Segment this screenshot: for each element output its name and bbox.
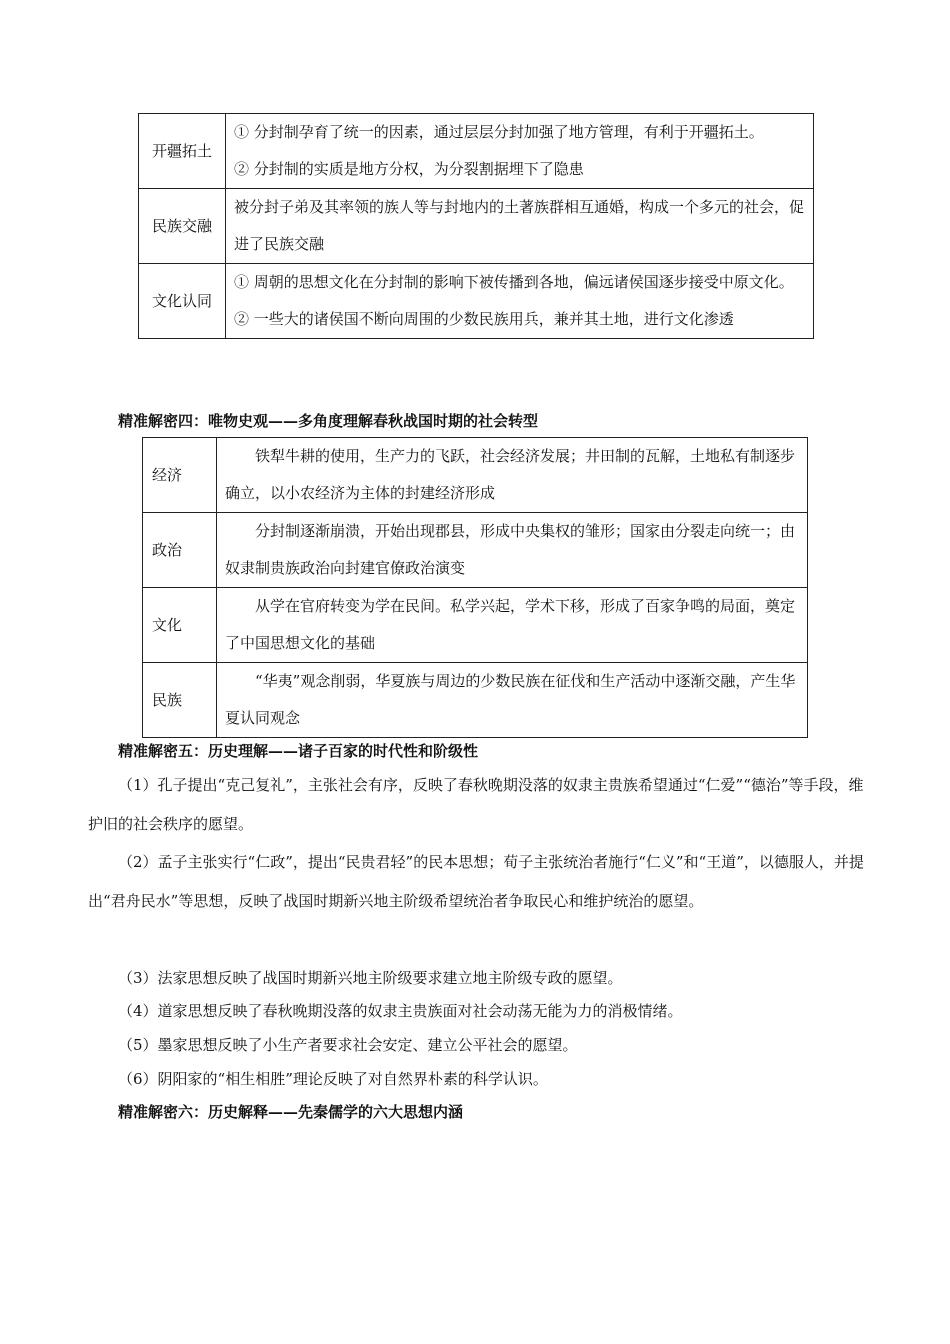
- table-row: [139, 264, 814, 339]
- fenfeng-influence-table: [138, 113, 814, 339]
- row-content: [217, 588, 808, 663]
- content-line: ② 分封制的实质是地方分权，为分裂割据埋下了隐患: [234, 160, 584, 178]
- content-text: 从学在官府转变为学在民间。私学兴起，学术下移，形成了百家争鸣的局面，奠定了中国思想文化的基础: [225, 597, 796, 652]
- section-heading: 精准解密六：历史解释——先秦儒学的六大思想内涵: [118, 1103, 464, 1121]
- content-line: ② 一些大的诸侯国不断向周围的少数民族用兵，兼并其土地，进行文化渗透: [234, 310, 734, 328]
- section-heading: 精准解密四：唯物史观——多角度理解春秋战国时期的社会转型: [118, 412, 539, 430]
- paragraph-mohism: （5）墨家思想反映了小生产者要求社会安定、建立公平社会的愿望。: [118, 1036, 578, 1054]
- row-content: [217, 663, 808, 738]
- table-row: [143, 588, 808, 663]
- paragraph-daoism: （4）道家思想反映了春秋晚期没落的奴隶主贵族面对社会动荡无能为力的消极情绪。: [118, 1002, 683, 1020]
- row-label: 民族: [143, 663, 217, 738]
- content-line: ① 周朝的思想文化在分封制的影响下被传播到各地，偏远诸侯国逐步接受中原文化。: [234, 273, 794, 291]
- content-text: 铁犁牛耕的使用，生产力的飞跃，社会经济发展；井田制的瓦解，土地私有制逐步确立，以小农经济为主体的封建经济形成: [225, 447, 796, 502]
- content-text: “华夷”观念削弱，华夏族与周边的少数民族在征伐和生产活动中逐渐交融，产生华夏认同观念: [225, 672, 796, 727]
- content-line: 被分封子弟及其率领的族人等与封地内的土著族群相互通婚，构成一个多元的社会，促进了民族交融: [234, 198, 805, 253]
- row-content: [217, 438, 808, 513]
- paragraph-confucius: （1）孔子提出“克己复礼”，主张社会有序，反映了春秋晚期没落的奴隶主贵族希望通过“仁爱”“德治”等手段，维护旧的社会秩序的愿望。: [88, 776, 864, 833]
- row-label: 政治: [143, 513, 217, 588]
- social-transformation-table: [142, 437, 808, 738]
- row-content: [226, 114, 814, 189]
- table-row: [139, 189, 814, 264]
- row-label: 文化: [143, 588, 217, 663]
- section-heading: 精准解密五：历史理解——诸子百家的时代性和阶级性: [118, 742, 479, 760]
- paragraph-yinyang: （6）阴阳家的“相生相胜”理论反映了对自然界朴素的科学认识。: [118, 1070, 548, 1088]
- table-row: [143, 513, 808, 588]
- row-content: [226, 264, 814, 339]
- content-line: ① 分封制孕育了统一的因素，通过层层分封加强了地方管理，有利于开疆拓土。: [234, 123, 764, 141]
- row-label: 文化认同: [139, 264, 226, 339]
- row-label: 经济: [143, 438, 217, 513]
- content-text: 分封制逐渐崩溃，开始出现郡县，形成中央集权的雏形；国家由分裂走向统一；由奴隶制贵族政治向封建官僚政治演变: [225, 522, 796, 577]
- row-label: 民族交融: [139, 189, 226, 264]
- paragraph-mencius-xunzi: （2）孟子主张实行“仁政”，提出“民贵君轻”的民本思想；荀子主张统治者施行“仁义”和“王道”，以德服人，并提出“君舟民水”等思想，反映了战国时期新兴地主阶级希望统治者争取民心和维护统治的愿望。: [88, 853, 864, 910]
- row-content: [217, 513, 808, 588]
- paragraph-legalism: （3）法家思想反映了战国时期新兴地主阶级要求建立地主阶级专政的愿望。: [118, 969, 623, 987]
- row-label: 开疆拓土: [139, 114, 226, 189]
- row-content: [226, 189, 814, 264]
- table-row: [143, 438, 808, 513]
- table-row: [143, 663, 808, 738]
- table-row: [139, 114, 814, 189]
